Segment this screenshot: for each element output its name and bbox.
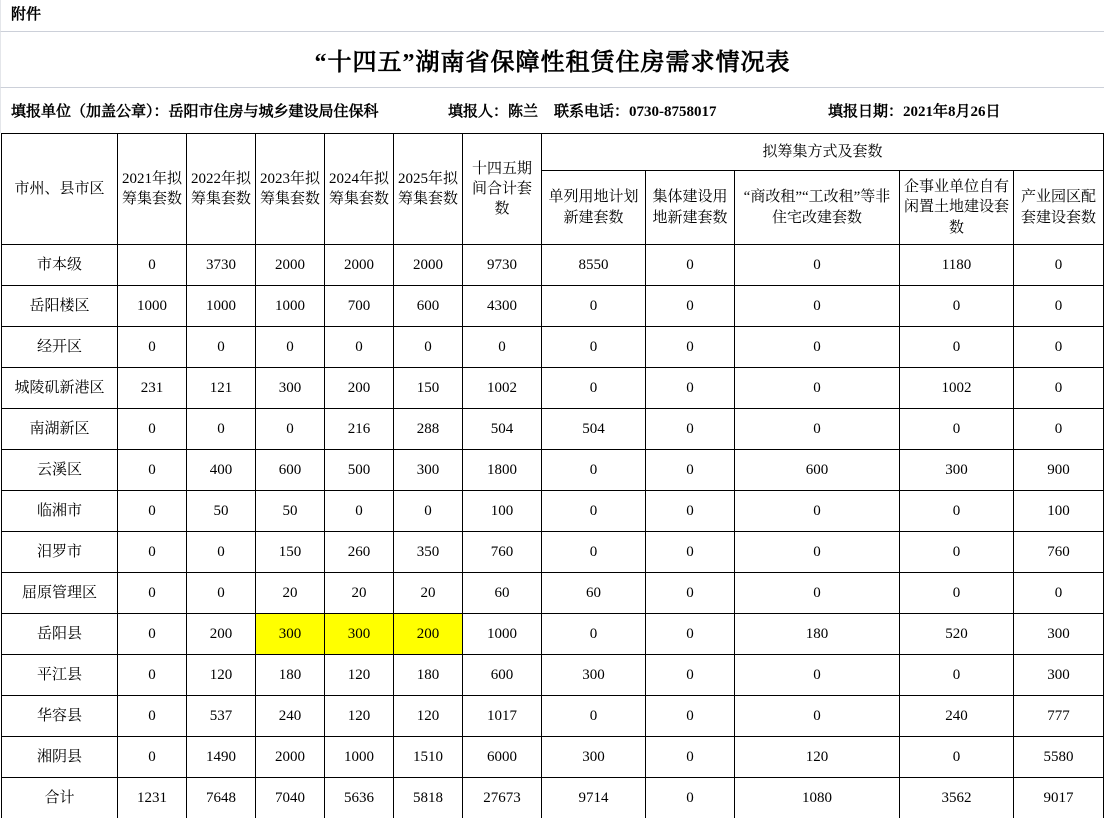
value-cell: 120 — [325, 696, 394, 737]
value-cell: 0 — [118, 655, 187, 696]
value-cell: 1000 — [256, 286, 325, 327]
value-cell: 0 — [256, 409, 325, 450]
table-row-total — [2, 778, 1104, 818]
value-cell: 0 — [463, 327, 542, 368]
value-cell: 0 — [646, 696, 735, 737]
column-header-2021: 2021年拟筹集套数 — [118, 134, 187, 245]
value-cell: 0 — [1014, 409, 1104, 450]
value-cell: 0 — [646, 286, 735, 327]
report-info-row — [0, 88, 1104, 133]
value-cell: 20 — [394, 573, 463, 614]
region-cell: 华容县 — [2, 696, 118, 737]
value-cell: 300 — [1014, 655, 1104, 696]
value-cell: 520 — [900, 614, 1014, 655]
value-cell: 0 — [735, 573, 900, 614]
table-row — [2, 696, 1104, 737]
value-cell: 0 — [1014, 368, 1104, 409]
value-cell: 0 — [118, 532, 187, 573]
value-cell: 0 — [118, 737, 187, 778]
value-cell: 700 — [325, 286, 394, 327]
value-cell: 1017 — [463, 696, 542, 737]
value-cell: 50 — [187, 491, 256, 532]
table-row — [2, 450, 1104, 491]
value-cell: 0 — [542, 491, 646, 532]
value-cell: 3730 — [187, 245, 256, 286]
value-cell: 0 — [1014, 245, 1104, 286]
column-group-header-methods: 拟筹集方式及套数 — [542, 134, 1104, 171]
value-cell: 120 — [325, 655, 394, 696]
column-header-separate-land-plan: 单列用地计划新建套数 — [542, 171, 646, 245]
value-cell: 0 — [646, 573, 735, 614]
value-cell: 0 — [325, 327, 394, 368]
value-cell: 180 — [394, 655, 463, 696]
value-cell: 300 — [900, 450, 1014, 491]
table-body — [2, 245, 1104, 818]
reporting-unit: 填报单位（加盖公章）：岳阳市住房与城乡建设局住保科 — [11, 104, 379, 120]
value-cell: 1000 — [463, 614, 542, 655]
value-cell: 1510 — [394, 737, 463, 778]
value-cell: 27673 — [463, 778, 542, 818]
value-cell: 0 — [1014, 286, 1104, 327]
value-cell: 0 — [735, 655, 900, 696]
value-cell: 0 — [118, 696, 187, 737]
value-cell: 0 — [900, 737, 1014, 778]
table-row — [2, 409, 1104, 450]
value-cell: 6000 — [463, 737, 542, 778]
value-cell: 500 — [325, 450, 394, 491]
value-cell: 600 — [463, 655, 542, 696]
value-cell: 0 — [646, 655, 735, 696]
value-cell: 0 — [735, 491, 900, 532]
value-cell: 0 — [1014, 327, 1104, 368]
region-cell: 南湖新区 — [2, 409, 118, 450]
value-cell: 0 — [735, 286, 900, 327]
value-cell: 2000 — [394, 245, 463, 286]
value-cell: 0 — [900, 327, 1014, 368]
value-cell: 0 — [735, 409, 900, 450]
value-cell: 0 — [542, 696, 646, 737]
region-cell: 屈原管理区 — [2, 573, 118, 614]
value-cell: 1180 — [900, 245, 1014, 286]
value-cell: 20 — [325, 573, 394, 614]
value-cell: 600 — [735, 450, 900, 491]
table-row — [2, 286, 1104, 327]
value-cell: 0 — [900, 286, 1014, 327]
value-cell: 2000 — [256, 737, 325, 778]
value-cell: 777 — [1014, 696, 1104, 737]
value-cell: 0 — [735, 368, 900, 409]
value-cell: 0 — [646, 368, 735, 409]
value-cell: 0 — [118, 614, 187, 655]
value-cell: 0 — [118, 573, 187, 614]
value-cell: 2000 — [325, 245, 394, 286]
region-cell: 市本级 — [2, 245, 118, 286]
region-cell: 临湘市 — [2, 491, 118, 532]
value-cell: 0 — [646, 327, 735, 368]
value-cell: 150 — [256, 532, 325, 573]
value-cell-highlighted: 300 — [256, 614, 325, 655]
column-header-2023: 2023年拟筹集套数 — [256, 134, 325, 245]
region-cell: 平江县 — [2, 655, 118, 696]
column-header-2022: 2022年拟筹集套数 — [187, 134, 256, 245]
value-cell: 0 — [394, 491, 463, 532]
table-row — [2, 368, 1104, 409]
region-cell: 岳阳县 — [2, 614, 118, 655]
value-cell: 9730 — [463, 245, 542, 286]
value-cell: 240 — [256, 696, 325, 737]
column-header-2025: 2025年拟筹集套数 — [394, 134, 463, 245]
column-header-nonresidential-conversion: “商改租”“工改租”等非住宅改建套数 — [735, 171, 900, 245]
value-cell: 0 — [187, 573, 256, 614]
table-row — [2, 491, 1104, 532]
value-cell: 0 — [118, 327, 187, 368]
value-cell: 200 — [187, 614, 256, 655]
value-cell: 0 — [118, 450, 187, 491]
value-cell: 0 — [646, 491, 735, 532]
housing-demand-table — [1, 133, 1104, 818]
value-cell: 0 — [646, 532, 735, 573]
region-cell: 汨罗市 — [2, 532, 118, 573]
value-cell: 20 — [256, 573, 325, 614]
region-cell: 城陵矶新港区 — [2, 368, 118, 409]
value-cell: 0 — [187, 532, 256, 573]
value-cell: 216 — [325, 409, 394, 450]
value-cell: 0 — [118, 245, 187, 286]
value-cell: 120 — [735, 737, 900, 778]
value-cell: 0 — [118, 491, 187, 532]
value-cell-highlighted: 200 — [394, 614, 463, 655]
region-cell: 云溪区 — [2, 450, 118, 491]
value-cell: 8550 — [542, 245, 646, 286]
value-cell: 0 — [325, 491, 394, 532]
value-cell: 600 — [394, 286, 463, 327]
value-cell: 9714 — [542, 778, 646, 818]
value-cell: 0 — [646, 450, 735, 491]
value-cell: 0 — [394, 327, 463, 368]
value-cell: 300 — [542, 737, 646, 778]
value-cell: 0 — [646, 778, 735, 818]
page-title: “十四五”湖南省保障性租赁住房需求情况表 — [314, 50, 791, 76]
value-cell: 1231 — [118, 778, 187, 818]
value-cell: 400 — [187, 450, 256, 491]
table-header-row-1 — [2, 134, 1104, 171]
table-row — [2, 327, 1104, 368]
value-cell: 0 — [646, 614, 735, 655]
value-cell: 504 — [463, 409, 542, 450]
value-cell: 1000 — [187, 286, 256, 327]
value-cell: 0 — [187, 327, 256, 368]
value-cell: 300 — [542, 655, 646, 696]
value-cell: 120 — [187, 655, 256, 696]
value-cell: 0 — [900, 491, 1014, 532]
value-cell: 300 — [394, 450, 463, 491]
region-cell: 湘阴县 — [2, 737, 118, 778]
value-cell: 0 — [542, 368, 646, 409]
value-cell: 231 — [118, 368, 187, 409]
value-cell: 5818 — [394, 778, 463, 818]
value-cell: 1080 — [735, 778, 900, 818]
value-cell: 0 — [542, 327, 646, 368]
value-cell: 3562 — [900, 778, 1014, 818]
value-cell: 180 — [256, 655, 325, 696]
value-cell: 0 — [900, 409, 1014, 450]
table-row — [2, 532, 1104, 573]
title-row — [0, 32, 1104, 88]
value-cell: 1000 — [325, 737, 394, 778]
value-cell: 7648 — [187, 778, 256, 818]
value-cell: 504 — [542, 409, 646, 450]
value-cell: 50 — [256, 491, 325, 532]
value-cell: 0 — [735, 532, 900, 573]
table-row — [2, 655, 1104, 696]
value-cell: 1002 — [900, 368, 1014, 409]
table-row — [2, 245, 1104, 286]
value-cell: 350 — [394, 532, 463, 573]
value-cell: 537 — [187, 696, 256, 737]
value-cell: 60 — [463, 573, 542, 614]
value-cell: 4300 — [463, 286, 542, 327]
region-cell: 经开区 — [2, 327, 118, 368]
value-cell: 600 — [256, 450, 325, 491]
region-cell: 岳阳楼区 — [2, 286, 118, 327]
value-cell: 760 — [463, 532, 542, 573]
value-cell: 900 — [1014, 450, 1104, 491]
value-cell: 1800 — [463, 450, 542, 491]
column-header-industrial-park: 产业园区配套建设套数 — [1014, 171, 1104, 245]
value-cell: 0 — [542, 450, 646, 491]
value-cell: 200 — [325, 368, 394, 409]
value-cell: 288 — [394, 409, 463, 450]
reporter-name: 填报人：陈兰 — [448, 104, 539, 120]
value-cell: 0 — [118, 409, 187, 450]
value-cell: 1002 — [463, 368, 542, 409]
region-cell: 合计 — [2, 778, 118, 818]
value-cell: 100 — [1014, 491, 1104, 532]
value-cell: 0 — [735, 327, 900, 368]
table-row — [2, 614, 1104, 655]
table-row — [2, 573, 1104, 614]
value-cell: 5636 — [325, 778, 394, 818]
value-cell: 1490 — [187, 737, 256, 778]
value-cell: 150 — [394, 368, 463, 409]
value-cell: 9017 — [1014, 778, 1104, 818]
value-cell: 0 — [542, 532, 646, 573]
attachment-label: 附件 — [0, 0, 1104, 32]
value-cell: 0 — [542, 286, 646, 327]
value-cell: 300 — [256, 368, 325, 409]
value-cell: 1000 — [118, 286, 187, 327]
value-cell: 0 — [735, 245, 900, 286]
value-cell: 0 — [900, 655, 1014, 696]
report-date: 填报日期：2021年8月26日 — [828, 104, 1001, 120]
value-cell: 0 — [646, 737, 735, 778]
value-cell: 260 — [325, 532, 394, 573]
column-header-collective-land: 集体建设用地新建套数 — [646, 171, 735, 245]
value-cell: 0 — [900, 573, 1014, 614]
contact-phone: 联系电话：0730-8758017 — [554, 104, 717, 120]
value-cell: 7040 — [256, 778, 325, 818]
value-cell: 5580 — [1014, 737, 1104, 778]
table-header — [2, 134, 1104, 245]
value-cell: 0 — [646, 409, 735, 450]
value-cell: 760 — [1014, 532, 1104, 573]
value-cell: 0 — [256, 327, 325, 368]
value-cell: 0 — [542, 614, 646, 655]
value-cell: 60 — [542, 573, 646, 614]
value-cell-highlighted: 300 — [325, 614, 394, 655]
column-header-2024: 2024年拟筹集套数 — [325, 134, 394, 245]
value-cell: 0 — [187, 409, 256, 450]
value-cell: 121 — [187, 368, 256, 409]
value-cell: 240 — [900, 696, 1014, 737]
column-header-enterprise-idle-land: 企事业单位自有闲置土地建设套数 — [900, 171, 1014, 245]
value-cell: 120 — [394, 696, 463, 737]
value-cell: 100 — [463, 491, 542, 532]
column-header-period-total: 十四五期间合计套数 — [463, 134, 542, 245]
value-cell: 0 — [900, 532, 1014, 573]
value-cell: 0 — [735, 696, 900, 737]
table-row — [2, 737, 1104, 778]
value-cell: 180 — [735, 614, 900, 655]
value-cell: 300 — [1014, 614, 1104, 655]
value-cell: 0 — [646, 245, 735, 286]
column-header-region: 市州、县市区 — [2, 134, 118, 245]
value-cell: 0 — [1014, 573, 1104, 614]
value-cell: 2000 — [256, 245, 325, 286]
